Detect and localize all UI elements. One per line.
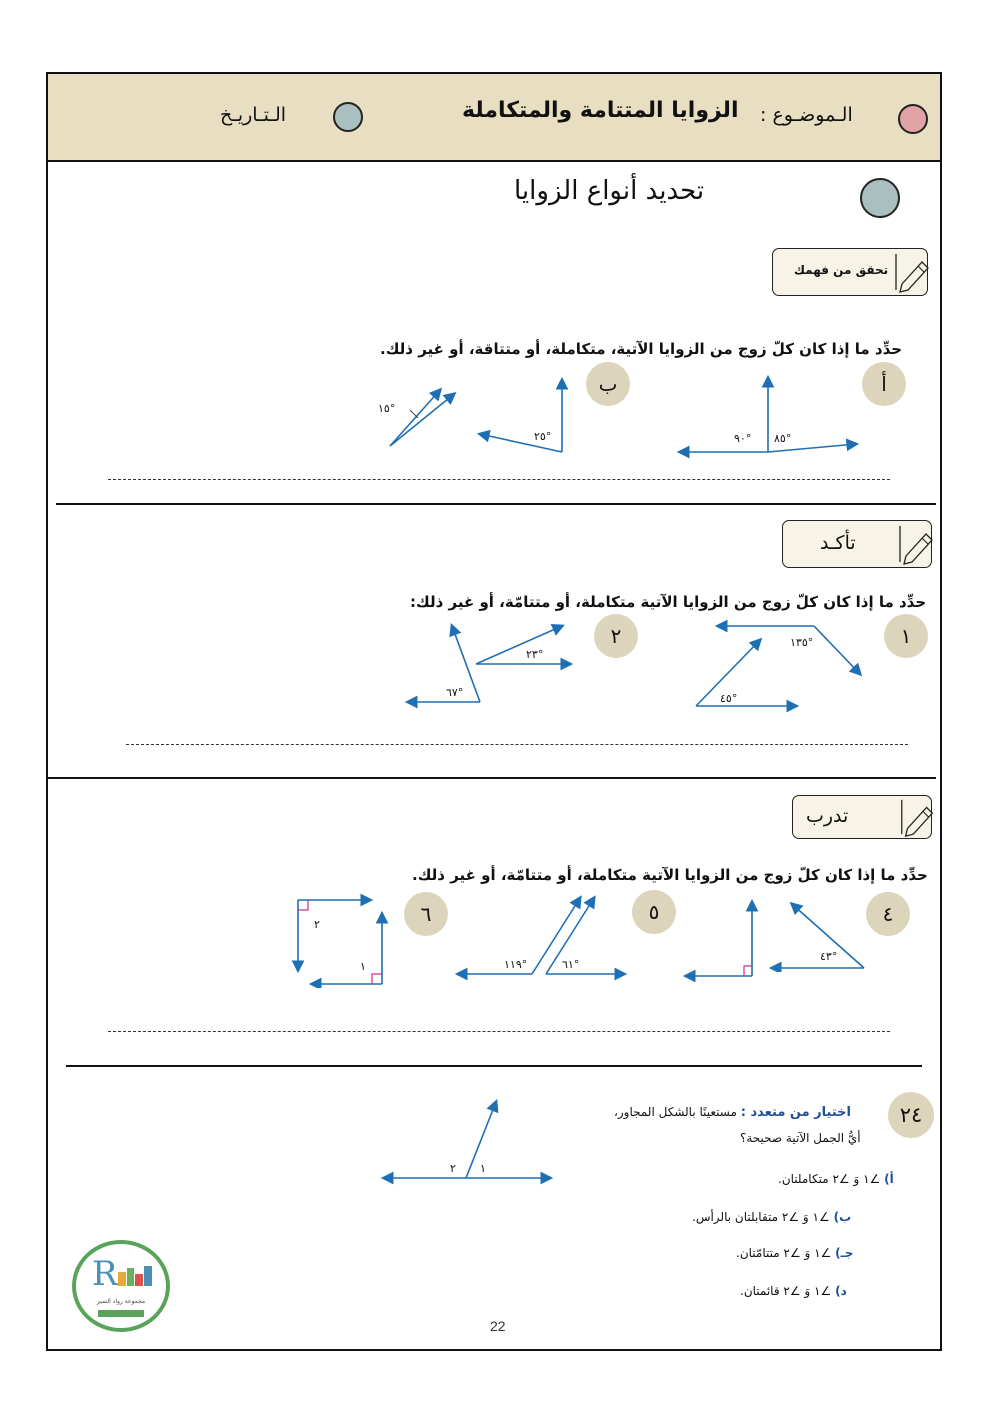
option-letter: جـ) — [835, 1246, 854, 1260]
angle-label: ٤٥° — [720, 692, 738, 705]
option-text: ∠١ وَ ∠٢ متتامّتان. — [736, 1246, 832, 1260]
angle-label: ٦١° — [562, 958, 580, 971]
angle-label: ٢ — [450, 1162, 456, 1175]
check-item-badge-a: أ — [862, 362, 906, 406]
mcq-option-b[interactable] — [692, 1210, 851, 1224]
mcq-prompt-1: مستعينًا بالشكل المجاور، — [614, 1105, 737, 1119]
logo-books-icon — [116, 1262, 156, 1288]
topic-title: الزوايا المتتامة والمتكاملة — [462, 98, 739, 123]
section-title: تحديد أنواع الزوايا — [514, 176, 705, 206]
check-figure-c — [376, 388, 460, 452]
practice-tab-label: تدرب — [806, 805, 849, 827]
angle-label: ٢٣° — [526, 648, 544, 661]
angle-label: ٢ — [314, 918, 320, 931]
angle-label: ٤٣° — [820, 950, 838, 963]
option-letter: أ) — [884, 1172, 894, 1186]
mcq-title: اختيار من متعدد : — [740, 1105, 851, 1120]
pencil-icon — [888, 250, 938, 294]
practice-item-badge-6: ٦ — [404, 892, 448, 936]
pencil-icon — [894, 796, 942, 838]
angle-label: ٩٠° — [734, 432, 752, 445]
date-circle-icon — [333, 102, 363, 132]
answer-line — [126, 744, 908, 745]
section-divider — [56, 503, 936, 505]
option-text: ∠١ وَ ∠٢ متكاملتان. — [778, 1172, 881, 1186]
angle-label: ١٣٥° — [790, 636, 814, 649]
check-figure-a — [676, 372, 860, 460]
date-label: الـتـاريـخ — [220, 104, 287, 126]
check-tab-label: تحقق من فهمك — [794, 263, 889, 277]
topic-circle-icon — [898, 104, 928, 134]
section-divider — [66, 1065, 922, 1067]
angle-label: ٢٥° — [534, 430, 552, 443]
section-divider — [46, 777, 936, 779]
check-item-badge-b: ب — [586, 362, 630, 406]
angle-label: ١ — [360, 960, 366, 973]
answer-line — [108, 479, 890, 480]
practice-item-badge-4: ٤ — [866, 892, 910, 936]
mcq-figure — [380, 1098, 556, 1190]
topic-label: الـموضـوع : — [760, 104, 853, 126]
confirm-figure-2 — [402, 620, 578, 710]
page-number: 22 — [490, 1318, 506, 1334]
logo-letter: R — [92, 1254, 118, 1294]
angle-label: ٦٧° — [446, 686, 464, 699]
practice-figure-6a — [454, 892, 630, 982]
angle-label: ١ — [480, 1162, 486, 1175]
confirm-item-badge-1: ١ — [884, 614, 928, 658]
angle-label: ١٥° — [378, 402, 396, 415]
angle-label: ٨٥° — [774, 432, 792, 445]
mcq-number-badge: ٢٤ — [888, 1092, 934, 1138]
mcq-prompt-2: أيُّ الجمل الآتية صحيحة؟ — [740, 1131, 861, 1145]
practice-item-badge-5: ٥ — [632, 890, 676, 934]
practice-figure-5 — [682, 896, 760, 982]
mcq-option-d[interactable] — [740, 1284, 847, 1298]
answer-line — [108, 1031, 890, 1032]
confirm-question: حدِّد ما إذا كان كلّ زوج من الزوايا الآتية متكاملة، أو متتامّة، أو غير ذلك: — [410, 593, 927, 611]
check-figure-b — [474, 374, 574, 458]
logo-ribbon — [98, 1310, 144, 1317]
pencil-icon — [892, 522, 942, 566]
practice-figure-6b — [290, 892, 390, 988]
section-circle-icon — [860, 178, 900, 218]
check-question: حدِّد ما إذا كان كلّ زوج من الزوايا الآتية، متكاملة، أو متتاقة، أو غير ذلك. — [380, 340, 903, 358]
option-text: ∠١ وَ ∠٢ متقابلتان بالرأس. — [692, 1210, 830, 1224]
mcq-option-c[interactable] — [736, 1246, 853, 1260]
confirm-item-badge-2: ٢ — [594, 614, 638, 658]
mcq-option-a[interactable] — [778, 1172, 894, 1186]
option-text: ∠١ وَ ∠٢ قائمتان. — [740, 1284, 832, 1298]
confirm-tab-label: تأكـد — [820, 532, 856, 554]
logo-caption: مجموعة رواد التميز — [96, 1298, 146, 1305]
confirm-figure-1 — [690, 618, 866, 714]
option-letter: ب) — [833, 1210, 852, 1224]
mcq-header — [614, 1105, 851, 1120]
practice-figure-4 — [768, 896, 870, 972]
option-letter: د) — [835, 1284, 847, 1298]
practice-question: حدِّد ما إذا كان كلّ زوج من الزوايا الآتية متكاملة، أو متتامّة، أو غير ذلك. — [412, 866, 928, 884]
angle-label: ١١٩° — [504, 958, 528, 971]
